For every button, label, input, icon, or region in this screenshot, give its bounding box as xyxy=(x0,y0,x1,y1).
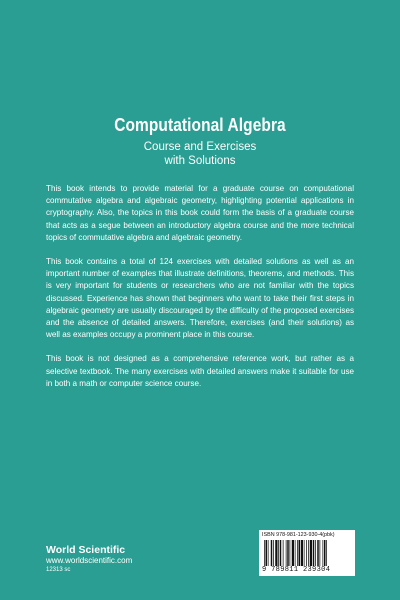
publisher-code: 12313 sc xyxy=(46,567,71,573)
book-subtitle xyxy=(0,140,400,168)
blurb-paragraph-1: This book intends to provide material for a graduate course on computational commutative algebra and algebraic geometry, highlighting potential applications in cryptography. Also, the topics in this book could form the basis of a graduate course that acts as a segue between an introductory algebra course and the more technical topics of commutative algebra and algebraic geometry. xyxy=(46,184,354,242)
barcode-icon xyxy=(262,540,352,566)
publisher-block xyxy=(46,544,132,574)
barcode-digits: 9 789811 239304 xyxy=(262,566,331,574)
barcode-box xyxy=(259,530,355,576)
publisher-url: www.worldscientific.com xyxy=(46,556,133,565)
book-title: Computational Algebra xyxy=(114,115,286,135)
blurb xyxy=(46,183,354,402)
publisher-name: World Scientific xyxy=(46,544,126,556)
blurb-paragraph-3: This book is not designed as a comprehensive reference work, but rather as a selective textbook. The many exercises with detailed answers make it suitable for use in both a math or computer science course. xyxy=(46,354,354,388)
subtitle-line-1: Course and Exercises xyxy=(143,141,257,153)
isbn-text: ISBN 978-981-123-930-4(pbk) xyxy=(262,532,335,538)
blurb-paragraph-2: This book contains a total of 124 exercises with detailed solutions as well as an important number of examples that illustrate definitions, theorems, and methods. This is very important for students or researchers who are not familiar with the topics discussed. Experience has shown that beginners who want to take their first steps in algebraic geometry are usually discouraged by the difficulty of the proposed exercises and the absence of detailed answers. Therefore, exercises (and their solutions) as well as examples occupy a prominent place in this course. xyxy=(46,257,354,340)
subtitle-line-2: with Solutions xyxy=(164,155,236,167)
